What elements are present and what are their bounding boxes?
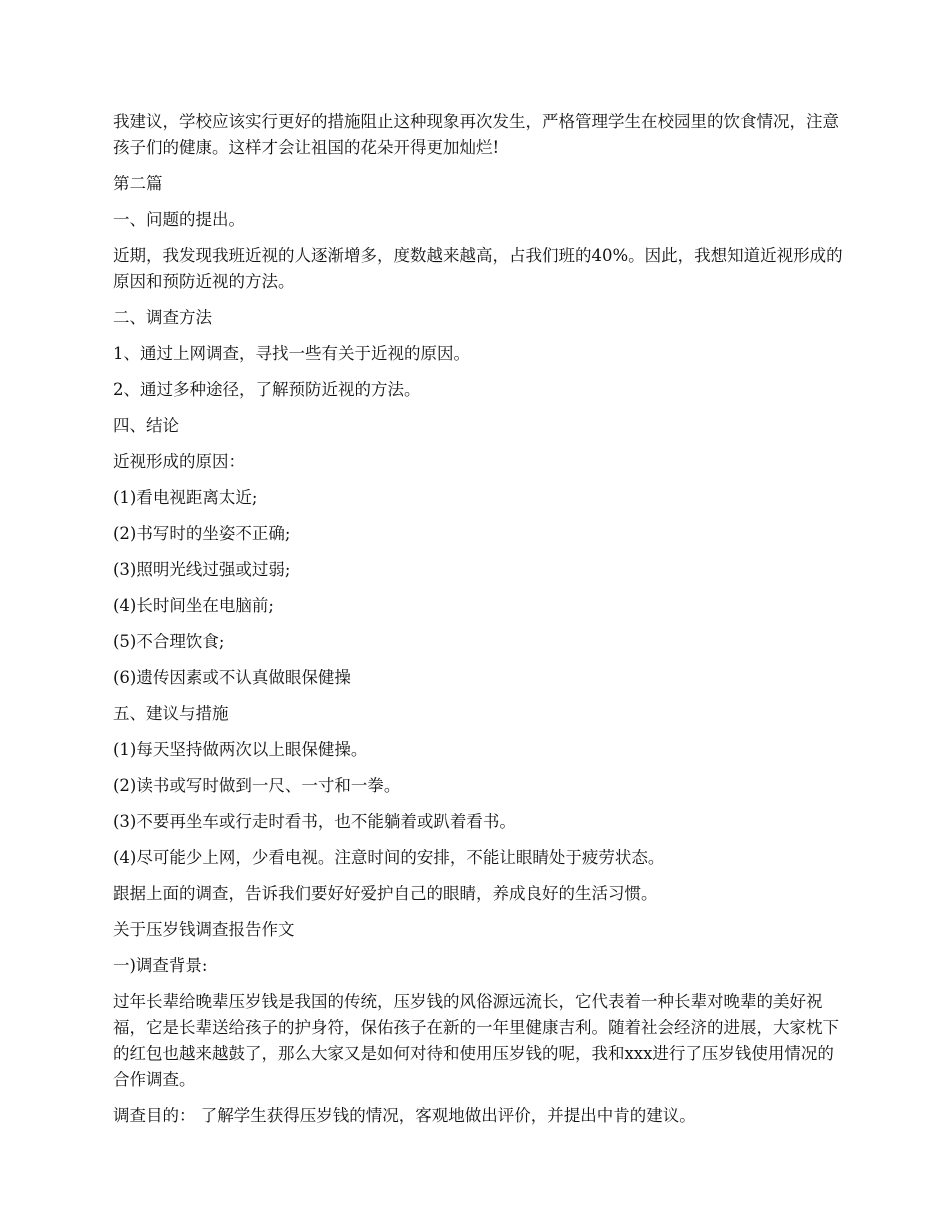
section-title-part-two: 第二篇 xyxy=(113,174,163,193)
paragraph-myopia-intro: 近期，我发现我班近视的人逐渐增多，度数越来越高，占我们班的40%。因此，我想知道近视形成的原因和预防近视的方法。 xyxy=(113,246,843,291)
paragraph-summary: 跟据上面的调查，告诉我们要好好爱护自己的眼睛，养成良好的生活习惯。 xyxy=(113,884,658,903)
heading-problem-statement: 一、问题的提出。 xyxy=(113,210,245,229)
heading-survey-methods: 二、调查方法 xyxy=(113,308,212,327)
heading-conclusion: 四、结论 xyxy=(113,416,179,435)
list-item-cause-4: (4)长时间坐在电脑前; xyxy=(113,596,274,615)
list-item-cause-3: (3)照明光线过强或过弱; xyxy=(113,560,291,579)
list-item-cause-2: (2)书写时的坐姿不正确; xyxy=(113,524,291,543)
heading-suggestions: 五、建议与措施 xyxy=(113,704,229,723)
paragraph-background: 过年长辈给晚辈压岁钱是我国的传统，压岁钱的风俗源远流长，它代表着一种长辈对晚辈的美好祝福，它是长辈送给孩子的护身符，保佑孩子在新的一年里健康吉利。随着社会经济的进展，大家枕下的红包也越来越鼓了，那么大家又是如何对待和使用压岁钱的呢，我和xxx进行了压岁钱使用情况的合作调查。 xyxy=(113,992,839,1089)
document-body xyxy=(113,109,843,1139)
list-item-cause-5: (5)不合理饮食; xyxy=(113,632,225,651)
paragraph-survey-purpose: 调查目的： 了解学生获得压岁钱的情况，客观地做出评价，并提出中肯的建议。 xyxy=(113,1106,696,1125)
list-item-method-1: 1、通过上网调查，寻找一些有关于近视的原因。 xyxy=(113,344,470,363)
heading-survey-background: 一)调查背景: xyxy=(113,956,208,975)
list-item-suggestion-4: (4)尽可能少上网，少看电视。注意时间的安排，不能让眼睛处于疲劳状态。 xyxy=(113,848,665,867)
list-item-suggestion-3: (3)不要再坐车或行走时看书，也不能躺着或趴着看书。 xyxy=(113,812,516,831)
paragraph-causes-intro: 近视形成的原因： xyxy=(113,452,245,471)
paragraph-school-suggestion: 我建议，学校应该实行更好的措施阻止这种现象再次发生，严格管理学生在校园里的饮食情况，注意孩子们的健康。这样才会让祖国的花朵开得更加灿烂! xyxy=(113,112,839,157)
list-item-cause-1: (1)看电视距离太近; xyxy=(113,488,258,507)
list-item-method-2: 2、通过多种途径，了解预防近视的方法。 xyxy=(113,380,421,399)
list-item-suggestion-2: (2)读书或写时做到一尺、一寸和一拳。 xyxy=(113,776,401,795)
section-title-red-envelope-report: 关于压岁钱调查报告作文 xyxy=(113,920,295,939)
list-item-cause-6: (6)遗传因素或不认真做眼保健操 xyxy=(113,668,351,687)
list-item-suggestion-1: (1)每天坚持做两次以上眼保健操。 xyxy=(113,740,368,759)
